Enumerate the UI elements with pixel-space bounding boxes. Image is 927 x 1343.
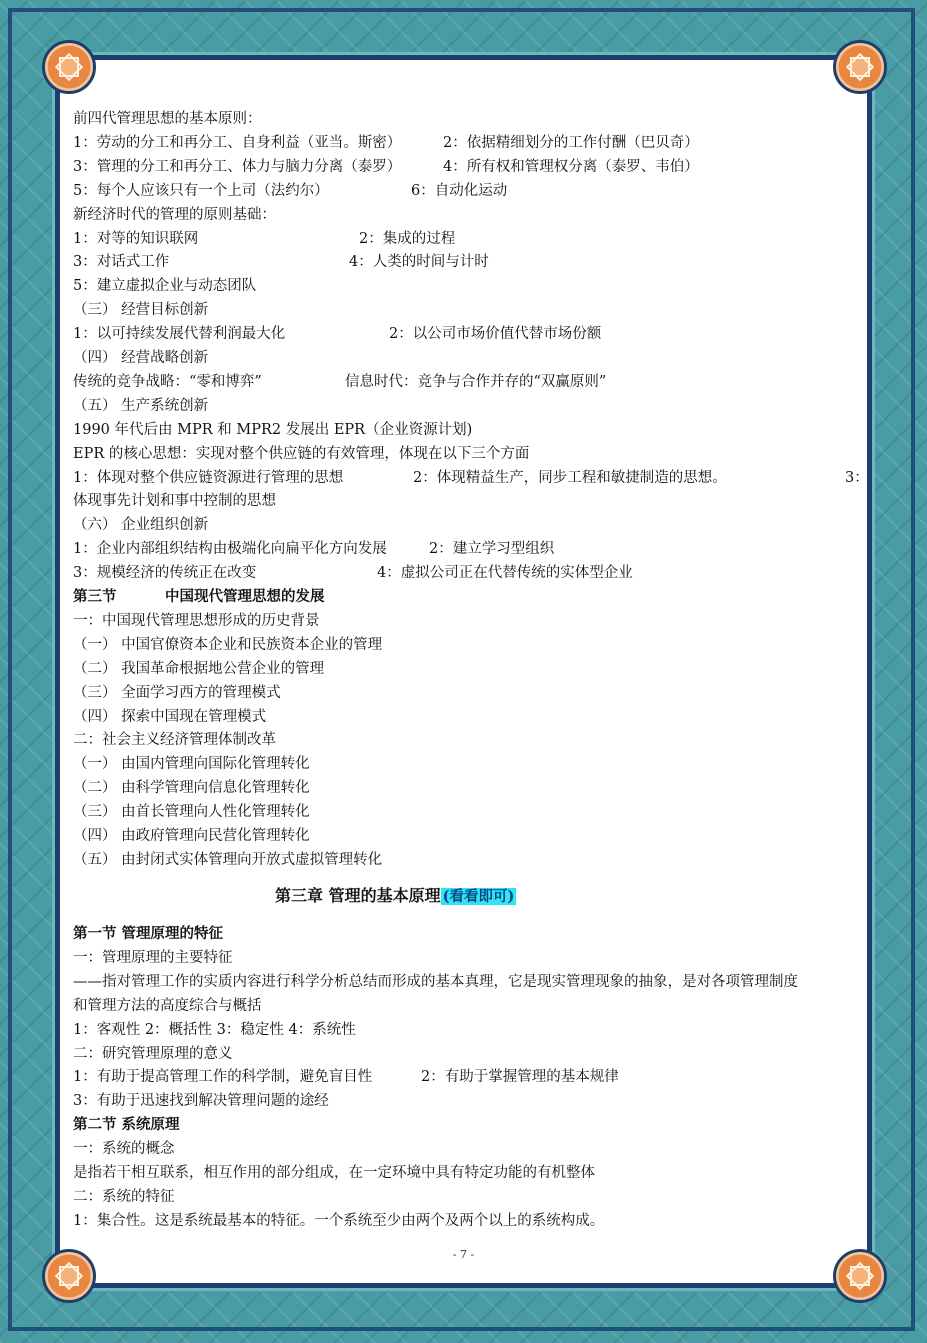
line-text-first-column: 传统的竞争战略：“零和博弈” [73,373,262,390]
text-line [73,972,798,992]
line-text-second-column: 2：建立学习型组织 [429,541,555,558]
line-text: （四） 经营战略创新 [73,350,209,366]
text-line [73,1067,619,1087]
text-line [73,372,607,392]
text-line [73,826,310,846]
line-text-first-column: 第三节 [73,588,117,605]
line-text-second-column: 4：人类的时间与计时 [349,254,489,271]
line-text-first-column: 3：规模经济的传统正在改变 [73,565,257,582]
line-text: （四） 由政府管理向民营化管理转化 [73,828,310,844]
chapter-note-highlight: (看看即可) [442,888,515,905]
line-text-second-column: 4：虚拟公司正在代替传统的实体型企业 [377,565,633,582]
text-line [73,468,869,488]
text-line [73,1044,233,1064]
line-text-second-column: 中国现代管理思想的发展 [165,588,325,605]
line-text-first-column: 1：对等的知识联网 [73,230,199,247]
line-text-first-column: 1：劳动的分工和再分工、自身利益（亚当。斯密） [73,134,402,151]
line-text-first-column: 3：管理的分工和再分工、体力与脑力分离（泰罗） [73,158,402,175]
line-text: （三） 由首长管理向人性化管理转化 [73,804,310,821]
line-text: 前四代管理思想的基本原则： [73,111,262,127]
text-line [73,205,276,225]
text-line [73,1020,356,1040]
page-number: - 7 - [452,1248,475,1261]
line-text: 二：社会主义经济管理体制改革 [73,732,276,749]
line-text: 1：客观性 2：概括性 3：稳定性 4：系统性 [73,1021,356,1038]
line-text-first-column: 1：企业内部组织结构由极端化向扁平化方向发展 [73,541,387,558]
line-text: 二：系统的特征 [73,1188,175,1205]
line-text: （四） 探索中国现在管理模式 [73,708,267,725]
chapter-heading [275,886,516,907]
line-text: （五） 生产系统创新 [73,397,209,414]
line-text: 1990 年代后由 MPR 和 MPR2 发展出 EPR（企业资源计划) [73,421,473,438]
text-line [73,1211,604,1231]
line-text-second-column: 2：有助于掌握管理的基本规律 [421,1069,619,1086]
text-line [73,539,555,559]
text-line [73,444,529,464]
line-text: 是指若干相互联系，相互作用的部分组成，在一定环境中具有特定功能的有机整体 [73,1165,595,1181]
line-text: （一） 由国内管理向国际化管理转化 [73,756,310,773]
line-text: 体现事先计划和事中控制的思想 [73,493,276,510]
line-text: （一） 中国官僚资本企业和民族资本企业的管理 [73,636,383,653]
line-text: 一：管理原理的主要特征 [73,949,233,966]
line-text-first-column: 1：以可持续发展代替利润最大化 [73,326,286,343]
text-line [73,1187,175,1207]
text-line [73,778,310,798]
line-text: （五） 由封闭式实体管理向开放式虚拟管理转化 [73,851,383,868]
text-line [73,683,281,703]
line-text: 和管理方法的高度综合与概括 [73,997,262,1014]
line-text: （二） 由科学管理向信息化管理转化 [73,780,310,797]
line-text: 一：中国现代管理思想形成的历史背景 [73,612,320,629]
text-line [73,730,276,750]
text-line [73,1163,595,1183]
line-text-third-column: 3： [845,469,869,486]
text-line [73,515,208,535]
line-text: 1：集合性。这是系统最基本的特征。一个系统至少由两个及两个以上的系统构成。 [73,1212,605,1229]
line-text: EPR 的核心思想：实现对整个供应链的有效管理，体现在以下三个方面 [73,445,530,462]
line-text: 3：有助于迅速找到解决管理问题的途经 [73,1093,329,1110]
line-text: 5：建立虚拟企业与动态团队 [73,278,257,295]
line-text: 二：研究管理原理的意义 [73,1045,233,1062]
text-line [73,300,208,320]
text-line [73,348,208,368]
text-line [73,924,223,944]
text-line [73,802,310,822]
text-line [73,491,276,511]
text-line [73,396,208,416]
text-line [73,563,633,583]
line-text-first-column: 1：体现对整个供应链资源进行管理的思想 [73,469,344,486]
line-text-first-column: 1：有助于提高管理工作的科学制，避免盲目性 [73,1069,373,1086]
corner-ornament-icon [833,40,887,94]
line-text-second-column: 2：集成的过程 [359,230,456,247]
text-line [73,133,699,153]
line-text: 第二节 系统原理 [73,1116,180,1134]
text-line [73,252,489,272]
text-line [73,1115,180,1135]
line-text: 一：系统的概念 [73,1141,175,1158]
line-text-second-column: 信息时代：竞争与合作并存的“双赢原则” [345,373,607,390]
text-line [73,1091,329,1111]
line-text-second-column: 6：自动化运动 [411,182,508,199]
line-text-second-column: 2：体现精益生产，同步工程和敏捷制造的思想。 [413,469,727,486]
text-line [73,611,320,631]
text-line [73,659,324,679]
line-text: 新经济时代的管理的原则基础： [73,206,276,223]
line-text: （六） 企业组织创新 [73,517,209,534]
text-line [73,324,602,344]
line-text-second-column: 4：所有权和管理权分离（泰罗、韦伯） [443,158,699,175]
text-line [73,181,508,201]
line-text-first-column: 5：每个人应该只有一个上司（法约尔） [73,182,329,199]
text-line [73,1139,175,1159]
text-line [73,109,262,129]
text-line [73,276,256,296]
line-text: （二） 我国革命根据地公营企业的管理 [73,660,325,677]
text-line [73,157,699,177]
text-line [73,996,262,1016]
line-text: （三） 经营目标创新 [73,302,209,319]
text-line [73,420,472,440]
line-text: 第一节 管理原理的特征 [73,925,224,942]
text-line [73,587,325,607]
line-text-second-column: 2：依据精细划分的工作付酬（巴贝奇） [443,134,699,151]
corner-ornament-icon [42,40,96,94]
line-text: ——指对管理工作的实质内容进行科学分析总结而形成的基本真理，它是现实管理现象的抽象，是对各项管理制度 [73,973,798,990]
text-line [73,229,456,249]
line-text-second-column: 2：以公司市场价值代替市场份额 [389,326,602,343]
chapter-title: 第三章 管理的基本原理 [275,886,441,905]
line-text-first-column: 3：对话式工作 [73,254,170,271]
line-text: （三） 全面学习西方的管理模式 [73,684,281,701]
text-line [73,850,382,870]
text-line [73,635,382,655]
text-line [73,707,266,727]
text-line [73,754,310,774]
text-line [73,948,233,968]
